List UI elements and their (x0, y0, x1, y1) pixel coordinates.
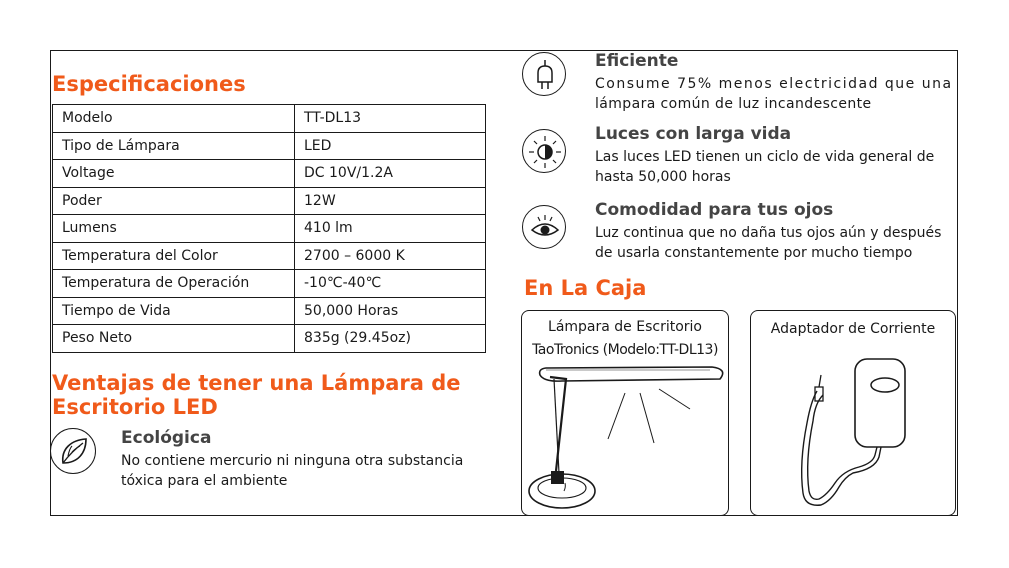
leaf-icon (50, 428, 96, 474)
specifications-heading: Especificaciones (52, 72, 246, 96)
feature-longlife-title: Luces con larga vida (595, 124, 792, 144)
advantages-heading-line1: Ventajas de tener una Lámpara de (52, 371, 461, 395)
feature-eyes (595, 200, 941, 263)
spec-value: TT-DL13 (295, 105, 486, 133)
plug-icon (522, 52, 566, 96)
feature-longlife (595, 124, 934, 187)
feature-efficient (595, 51, 953, 114)
box-item-adapter (750, 310, 956, 516)
spec-row (53, 215, 486, 243)
feature-efficient-line2: lámpara común de luz incandescente (595, 96, 872, 112)
advantages-heading-line2: Escritorio LED (52, 395, 218, 419)
feature-eyes-title: Comodidad para tus ojos (595, 200, 834, 220)
feature-efficient-title: Eficiente (595, 51, 679, 71)
spec-row (53, 187, 486, 215)
feature-eco-line2: tóxica para el ambiente (121, 473, 288, 489)
spec-label: Poder (53, 187, 295, 215)
spec-label: Modelo (53, 105, 295, 133)
spec-row (53, 325, 486, 353)
box-item-adapter-line1: Adaptador de Corriente (770, 321, 936, 337)
box-item-lamp-line2: TaoTronics (Modelo:TT-DL13) (532, 342, 718, 358)
power-adapter-icon (751, 351, 955, 515)
feature-eco-title: Ecológica (121, 428, 212, 448)
box-item-lamp-line1: Lámpara de Escritorio (548, 319, 702, 335)
spec-label: Tiempo de Vida (53, 297, 295, 325)
spec-value: 2700 – 6000 K (295, 242, 486, 270)
in-the-box-heading: En La Caja (524, 276, 647, 300)
specifications-table (52, 104, 486, 353)
spec-value: DC 10V/1.2A (295, 160, 486, 188)
spec-row (53, 105, 486, 133)
eye-icon (522, 205, 566, 249)
feature-efficient-line1: Consume 75% menos electricidad que una (595, 76, 953, 92)
spec-value: 835g (29.45oz) (295, 325, 486, 353)
spec-label: Tipo de Lámpara (53, 132, 295, 160)
spec-value: 50,000 Horas (295, 297, 486, 325)
spec-row (53, 270, 486, 298)
spec-label: Temperatura de Operación (53, 270, 295, 298)
spec-value: LED (295, 132, 486, 160)
spec-value: 410 lm (295, 215, 486, 243)
spec-label: Lumens (53, 215, 295, 243)
feature-eyes-line1: Luz continua que no daña tus ojos aún y después (595, 225, 942, 241)
spec-row (53, 297, 486, 325)
box-item-lamp (521, 310, 729, 516)
spec-label: Voltage (53, 160, 295, 188)
desk-lamp-icon (522, 361, 728, 515)
spec-label: Temperatura del Color (53, 242, 295, 270)
feature-longlife-line1: Las luces LED tienen un ciclo de vida general de (595, 149, 935, 165)
feature-eco (121, 428, 463, 491)
feature-longlife-line2: hasta 50,000 horas (595, 169, 731, 185)
spec-label: Peso Neto (53, 325, 295, 353)
spec-value: -10℃-40℃ (295, 270, 486, 298)
sun-icon (522, 129, 566, 173)
spec-value: 12W (295, 187, 486, 215)
advantages-heading (52, 371, 492, 419)
spec-row (53, 160, 486, 188)
feature-eyes-line2: de usarla constantemente por mucho tiempo (595, 245, 913, 261)
feature-eco-line1: No contiene mercurio ni ninguna otra substancia (121, 453, 464, 469)
spec-row (53, 242, 486, 270)
spec-row (53, 132, 486, 160)
